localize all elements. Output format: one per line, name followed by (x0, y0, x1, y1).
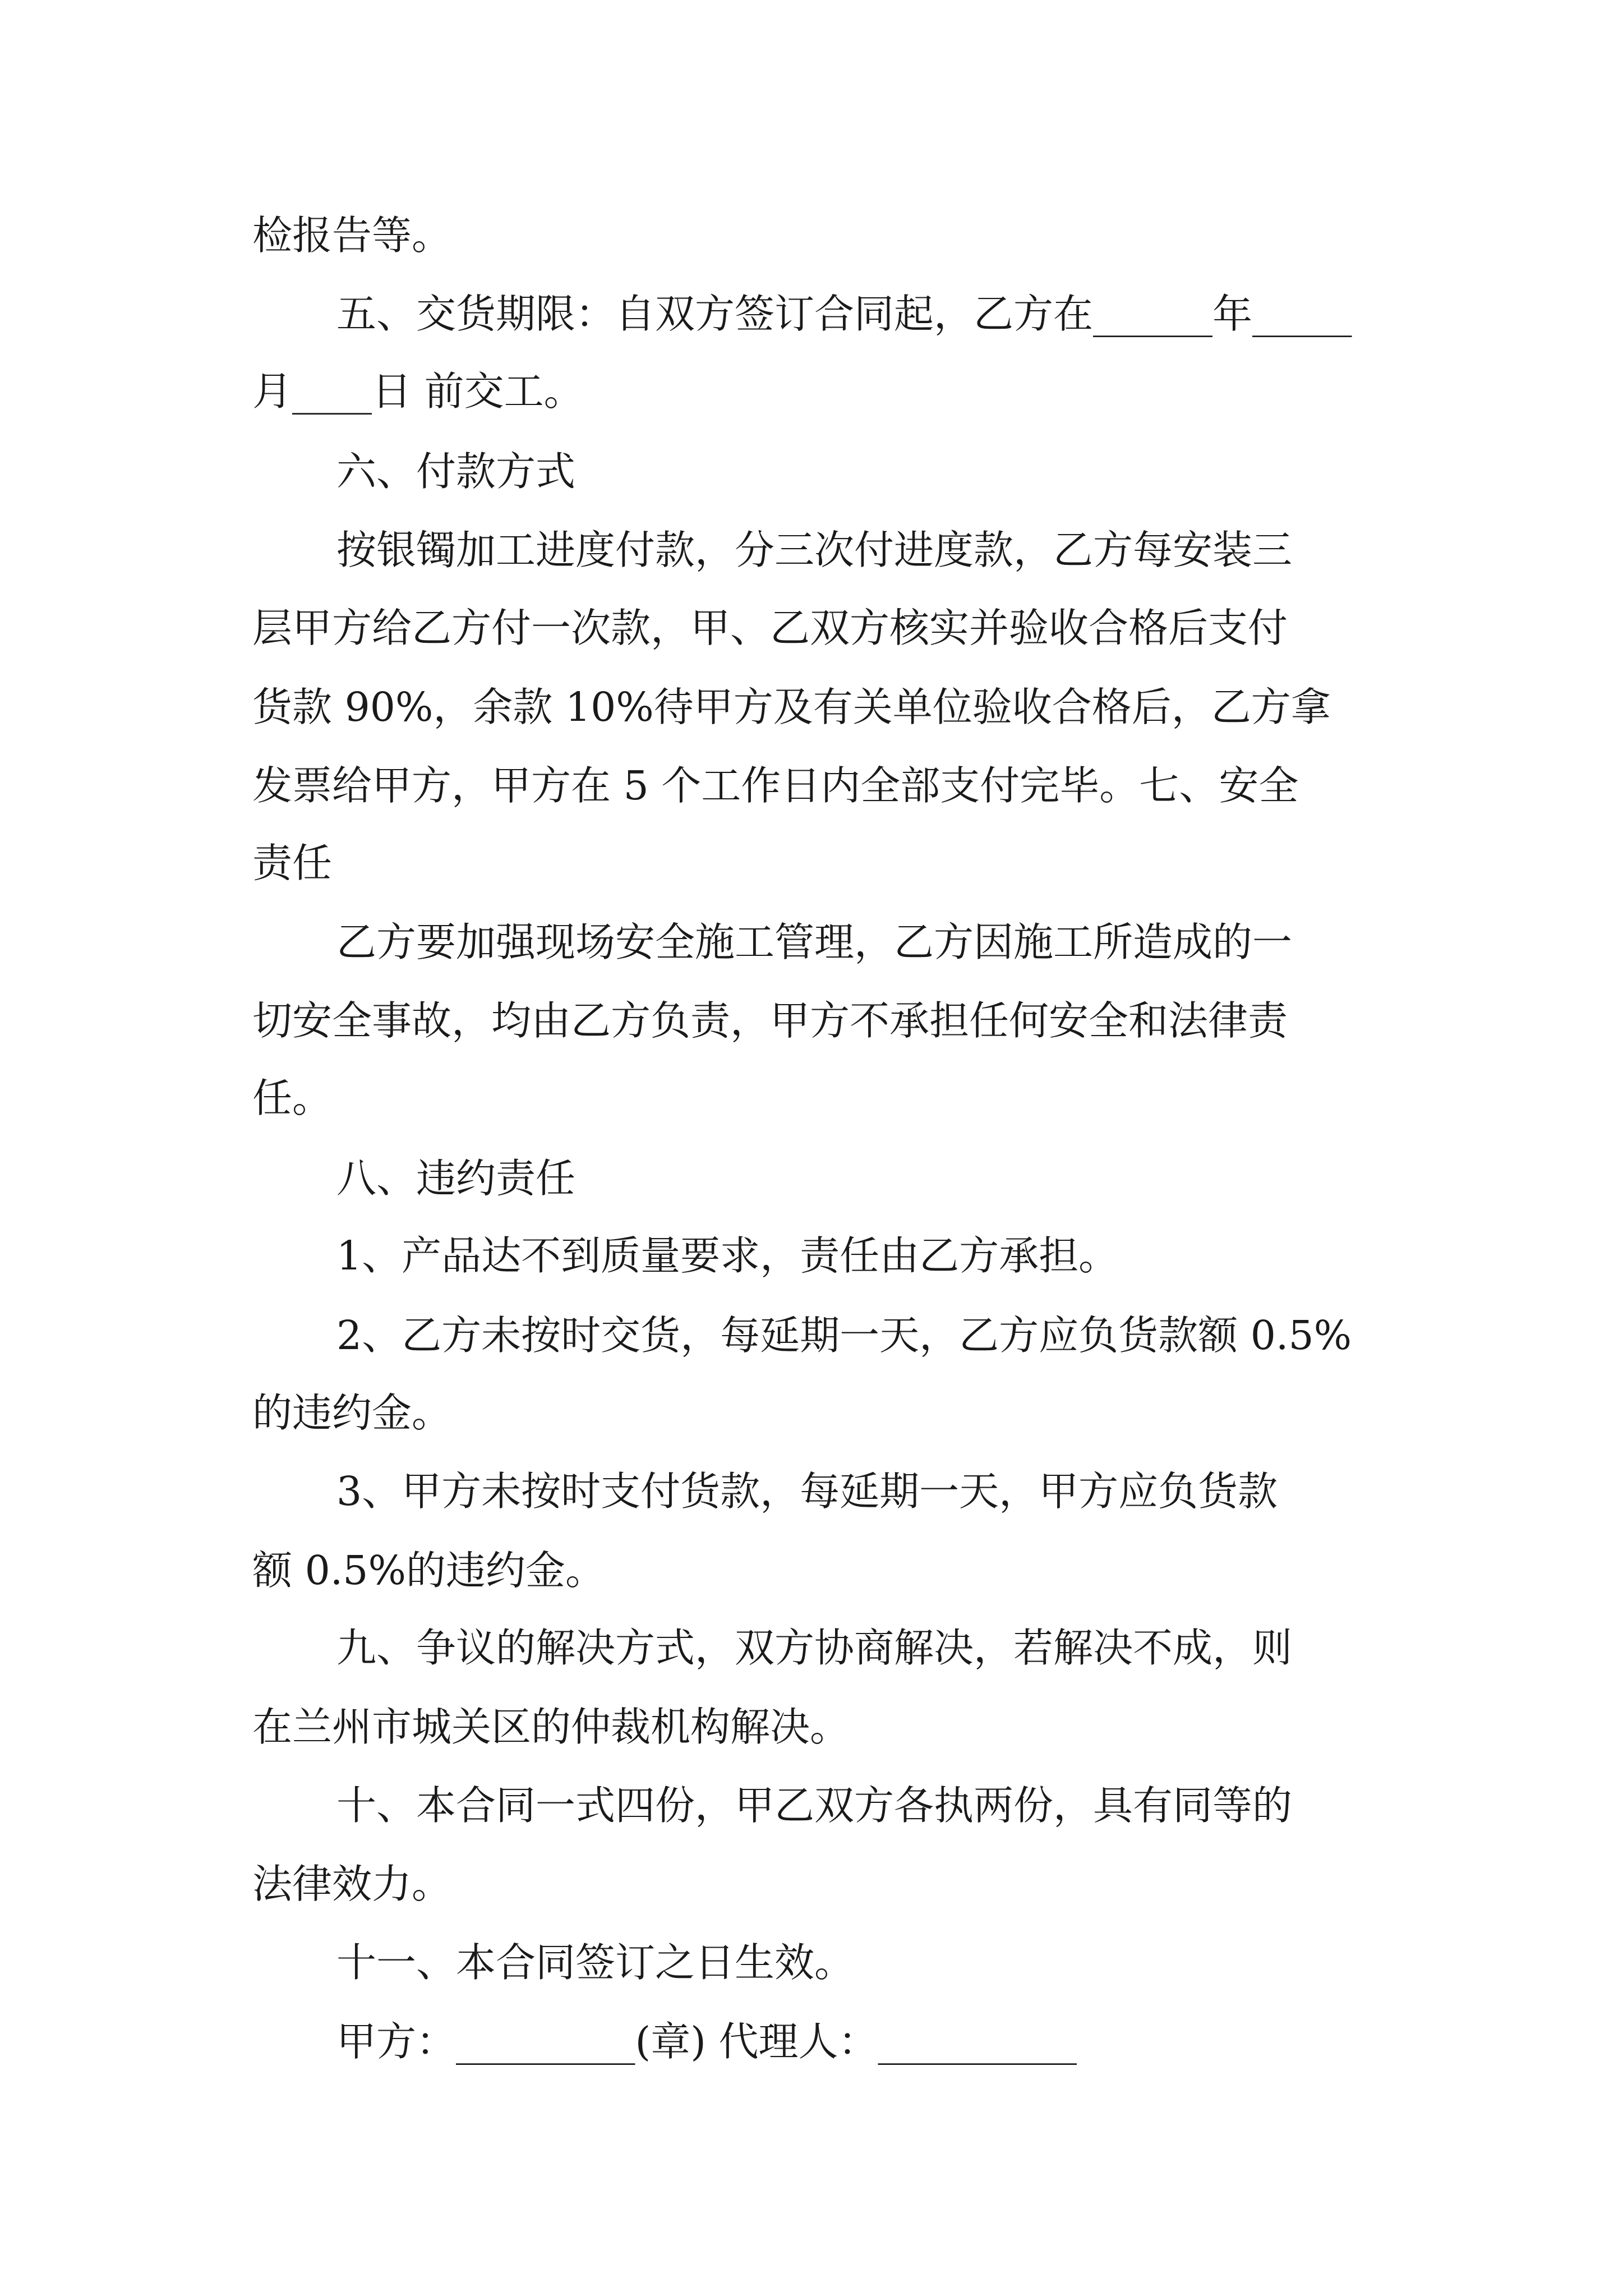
text-line-safety-heading: 责任 (252, 840, 333, 886)
signature-line-party-a: 甲方：_________(章) 代理人：__________ (336, 2018, 1077, 2065)
text-line-breach-3: 3、甲方未按时支付货款，每延期一天，甲方应负货款 (336, 1468, 1278, 1515)
section-heading-breach-liability: 八、违约责任 (336, 1155, 576, 1202)
text-line-safety-2: 切安全事故，均由乙方负责，甲方不承担任何安全和法律责 (252, 997, 1288, 1044)
text-line-payment-4: 发票给甲方，甲方在 5 个工作日内全部支付完毕。七、安全 (252, 762, 1299, 809)
text-line-dispute-1: 九、争议的解决方式，双方协商解决，若解决不成，则 (336, 1625, 1293, 1671)
text-line-inspection-report: 检报告等。 (252, 212, 452, 259)
text-line-copies-2: 法律效力。 (252, 1861, 452, 1907)
text-line-breach-2: 2、乙方未按时交货，每延期一天，乙方应负货款额 0.5% (336, 1312, 1352, 1359)
text-line-safety-3: 任。 (252, 1075, 333, 1121)
text-line-delivery-date: 月____日 前交工。 (252, 368, 584, 415)
text-line-breach-1: 1、产品达不到质量要求，责任由乙方承担。 (336, 1232, 1119, 1279)
text-line-dispute-2: 在兰州市城关区的仲裁机构解决。 (252, 1704, 850, 1750)
text-line-breach-3-cont: 额 0.5%的违约金。 (252, 1547, 605, 1594)
text-line-payment-2: 层甲方给乙方付一次款，甲、乙双方核实并验收合格后支付 (252, 605, 1288, 651)
text-line-breach-2-cont: 的违约金。 (252, 1389, 452, 1436)
section-heading-payment-method: 六、付款方式 (336, 448, 576, 495)
text-line-safety-1: 乙方要加强现场安全施工管理，乙方因施工所造成的一 (336, 919, 1293, 965)
text-line-delivery-deadline: 五、交货期限：自双方签订合同起，乙方在______年_____ (336, 291, 1352, 337)
text-line-effective-date: 十一、本合同签订之日生效。 (336, 1939, 855, 1986)
text-line-payment-1: 按银镯加工进度付款，分三次付进度款，乙方每安装三 (336, 527, 1293, 573)
text-line-copies-1: 十、本合同一式四份，甲乙双方各执两份，具有同等的 (336, 1782, 1293, 1829)
text-line-payment-3: 货款 90%，余款 10%待甲方及有关单位验收合格后，乙方拿 (252, 684, 1331, 730)
